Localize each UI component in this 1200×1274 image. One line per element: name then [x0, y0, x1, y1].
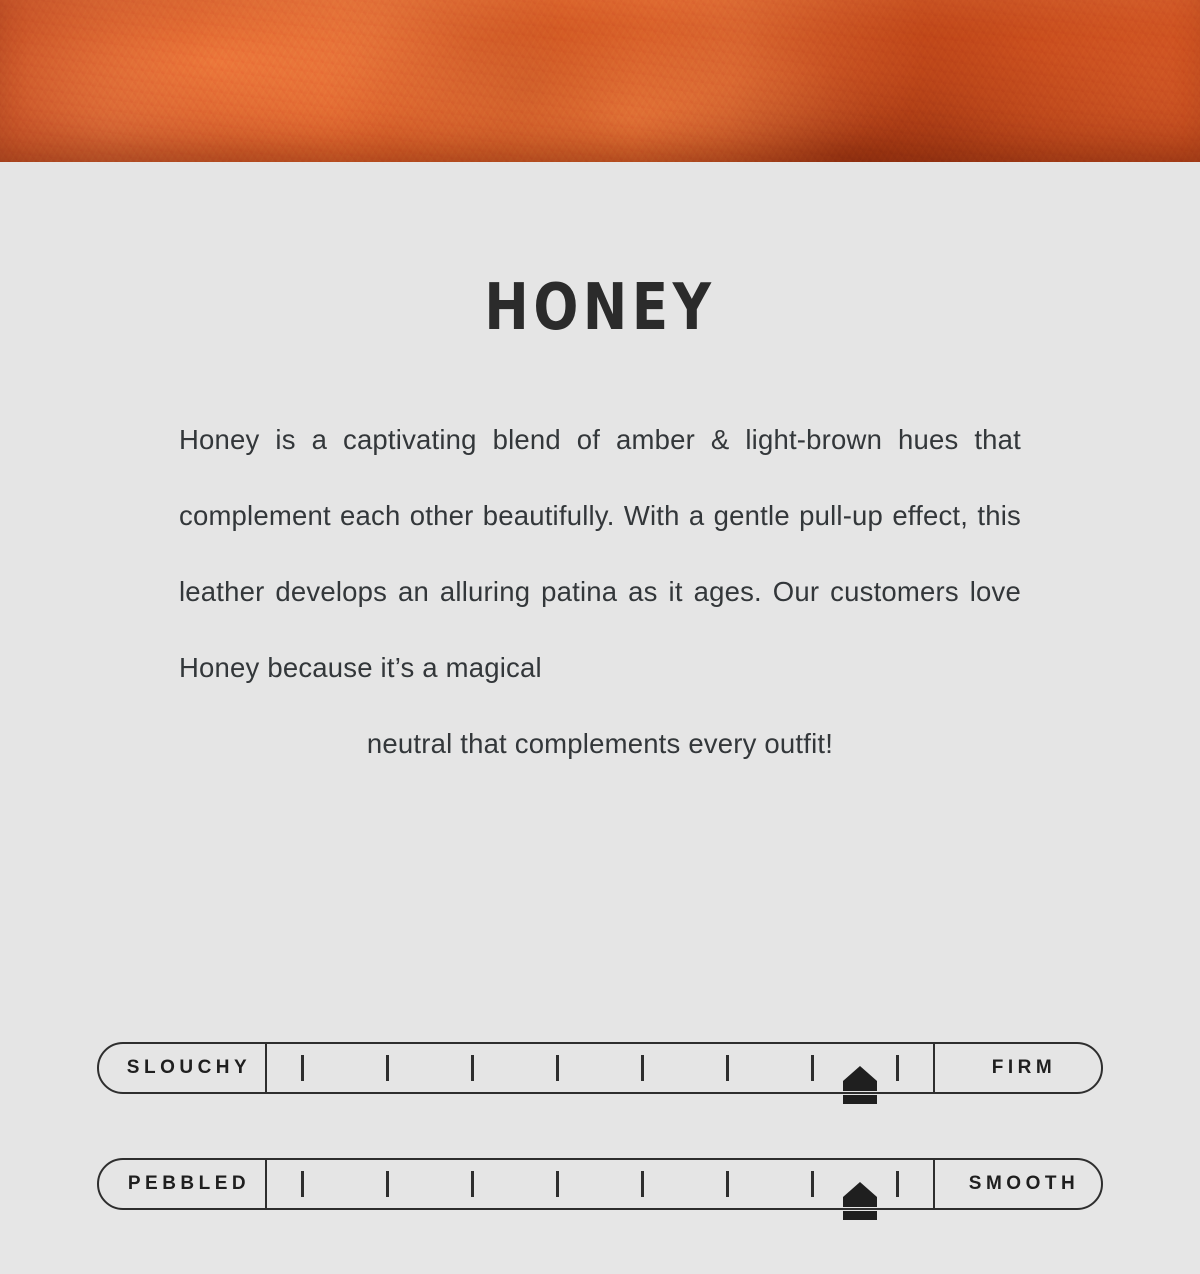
- texture-slider-ticks: [267, 1160, 933, 1208]
- slider-tick: [811, 1171, 814, 1197]
- structure-slider-left-label: SLOUCHY: [99, 1044, 267, 1092]
- structure-slider-thumb[interactable]: [839, 1064, 881, 1110]
- leather-swatch-honey: [0, 0, 1200, 162]
- texture-slider-right-label: SMOOTH: [933, 1160, 1101, 1208]
- slider-tick: [641, 1055, 644, 1081]
- card-footer-space: [0, 782, 1200, 852]
- attribute-sliders: [0, 1042, 1200, 1274]
- page-title: HONEY: [484, 271, 716, 345]
- slider-tick: [301, 1171, 304, 1197]
- texture-slider-track[interactable]: [97, 1158, 1103, 1210]
- swatch-vignette: [0, 0, 1200, 162]
- structure-slider-right-label: FIRM: [933, 1044, 1101, 1092]
- texture-slider-left-label: PEBBLED: [99, 1160, 267, 1208]
- slider-tick: [471, 1055, 474, 1081]
- slider-tick: [471, 1171, 474, 1197]
- slider-tick: [726, 1055, 729, 1081]
- texture-slider-thumb[interactable]: [839, 1180, 881, 1226]
- slider-tick: [896, 1171, 899, 1197]
- slider-tick: [896, 1055, 899, 1081]
- texture-slider[interactable]: [97, 1158, 1103, 1220]
- slider-tick: [386, 1055, 389, 1081]
- color-description: [179, 340, 1021, 782]
- structure-slider-track[interactable]: [97, 1042, 1103, 1094]
- slider-tick: [556, 1171, 559, 1197]
- structure-slider[interactable]: [97, 1042, 1103, 1104]
- structure-slider-ticks: [267, 1044, 933, 1092]
- slider-tick: [726, 1171, 729, 1197]
- card-content: [0, 162, 1200, 1194]
- slider-tick: [386, 1171, 389, 1197]
- slider-tick: [301, 1055, 304, 1081]
- slider-tick: [641, 1171, 644, 1197]
- slider-tick: [556, 1055, 559, 1081]
- description-last-line: neutral that complements every outfit!: [366, 728, 834, 759]
- slider-tick: [811, 1055, 814, 1081]
- description-paragraph: Honey is a captivating blend of amber & light-brown hues that complement each other beautifully. With a gentle pull-up effect, this leather develops an alluring patina as it ages. Our customers love Honey because it’s a magical: [179, 424, 1021, 683]
